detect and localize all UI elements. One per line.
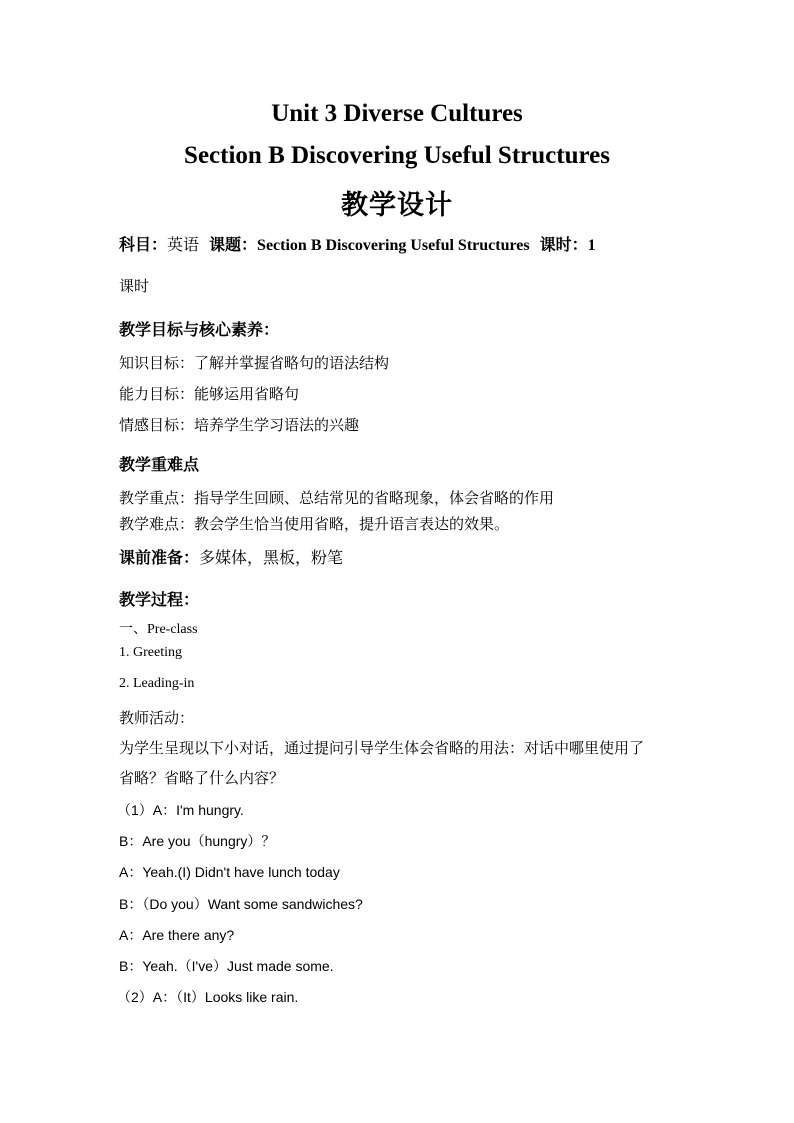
period-label: 课时： — [539, 235, 588, 254]
topic-value: Section B Discovering Useful Structures — [257, 237, 530, 254]
meta-line — [119, 232, 596, 255]
difficult-point-item: 教学难点：教会学生恰当使用省略，提升语言表达的效果。 — [119, 515, 510, 533]
preparation-label: 课前准备： — [119, 548, 200, 567]
preparation-line — [119, 545, 343, 568]
subject-label: 科目： — [119, 235, 168, 254]
objective-item: 知识目标：了解并掌握省略句的语法结构 — [119, 354, 390, 372]
dialogue-line: B：（Do you）Want some sandwiches? — [119, 896, 363, 912]
title-section: Section B Discovering Useful Structures — [184, 142, 610, 169]
dialogue-line: A：Are there any? — [119, 927, 235, 943]
key-points-heading: 教学重难点 — [119, 455, 200, 474]
activity-intro: 为学生呈现以下小对话，通过提问引导学生体会省略的用法：对话中哪里使用了 — [119, 739, 645, 757]
dialogue-line: （1）A：I'm hungry. — [117, 802, 244, 818]
process-heading: 教学过程： — [119, 590, 200, 609]
topic-label: 课题： — [209, 235, 258, 254]
dialogue-line: B：Yeah.（I've）Just made some. — [119, 958, 334, 974]
key-point-item: 教学重点：指导学生回顾、总结常见的省略现象，体会省略的作用 — [119, 489, 555, 507]
teacher-activity-label: 教师活动： — [119, 709, 195, 727]
dialogue-line: B：Are you（hungry）？ — [119, 833, 276, 849]
title-unit: Unit 3 Diverse Cultures — [271, 100, 523, 127]
step-greeting: 1. Greeting — [119, 645, 182, 660]
activity-intro: 省略？省略了什么内容？ — [119, 769, 285, 787]
section-pre-class: 一、Pre-class — [119, 622, 198, 637]
step-leading-in: 2. Leading-in — [119, 676, 195, 691]
subject-value: 英语 — [167, 235, 200, 254]
objectives-heading: 教学目标与核心素养： — [119, 320, 280, 339]
objective-item: 情感目标：培养学生学习语法的兴趣 — [119, 416, 360, 434]
dialogue-line: （2）A：（It）Looks like rain. — [117, 989, 299, 1005]
preparation-value: 多媒体，黑板，粉笔 — [199, 548, 344, 567]
dialogue-line: A：Yeah.(I) Didn't have lunch today — [119, 864, 340, 880]
period-value: 1 — [587, 237, 596, 254]
period-unit: 课时 — [119, 277, 150, 295]
title-teaching-design: 教学设计 — [341, 190, 453, 221]
objective-item: 能力目标：能够运用省略句 — [119, 385, 300, 403]
